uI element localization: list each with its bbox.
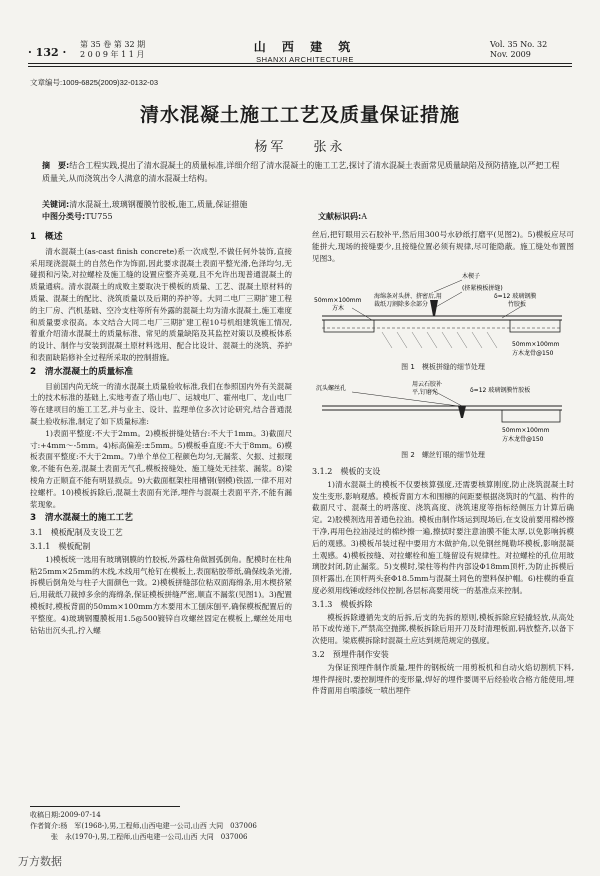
page-number: · 132 · [28,46,67,59]
figure-2-drawing [312,378,574,448]
section-2-paragraph-2: 1)表面平整度:不大于2mm。2)模板拼缝处错台:不大于1mm。3)截面尺寸:+4mm～-5mm。4)标高偏差:±5mm。5)模板垂直度:不大于8mm。6)模板表面平整度:不大于2mm。7)单个单位工程颜色均匀,无漏浆、欠振、过振现象,不能有色差,混凝土表面无气孔,模板接缝处、施工缝处无挂浆、漏浆。8)梁棱角方正顺直不能有明显损点。9)大截面框架柱用槽钢(钢模)铁固,一律不用对拉螺杆。10)模板拆除后,混凝土表面有光泽,埋件与混凝土表面平齐,不能有漏浆现象。 [30,428,292,509]
figure-1 [312,268,574,360]
fig2-label-stone-glue: 用云石胶补 [412,381,443,389]
doc-code-label: 文献标识码: [318,212,362,221]
fig2-label-timber2: 方木龙骨@150 [502,436,544,444]
watermark: 万方数据 [18,855,62,868]
section-2-paragraph-1: 目前国内尚无统一的清水混凝土质量验收标准,我们在参照国内外有关混凝土的技术标准的基础上,实地考查了塔山电厂、运城电厂、霍州电厂、龙山电厂等在建项目的施工工艺,并与业主、设计、监理单位多次讨论研究,结合普通混凝土验收标准,制定了如下质量标准: [30,381,292,426]
left-column [30,229,292,636]
fig1-label-sponge: (挤紧模板拼缝) [462,285,503,293]
fig1-label-timber-left2: 方木 [332,305,345,313]
keywords-label: 关键词: [42,200,70,209]
header-rule [28,63,572,64]
keywords [42,199,562,210]
abstract-text: 结合工程实践,提出了清水混凝土的质量标准,详细介绍了清水混凝土的施工工艺,探讨了清水混凝土表面常见质量缺陷及预防措施,以严把工程质量关,从而浇筑出令人满意的清水混凝土结构。 [42,161,560,183]
volume-en: Vol. 35 No. 32 [490,40,548,49]
section-3-2-title: 3.2 预埋件制作安装 [312,649,389,659]
fig1-label-plate2: 竹胶板 [508,301,527,309]
section-1-paragraph: 清水混凝土(as-cast finish concrete)系一次成型,不做任何外装饰,直接采用现浇混凝土的自然色作为饰面,因此要求混凝土表面平整光滑,色泽均匀,无碰损和污染,对拉螺栓及施工缝的设置应整齐美观,且不允许出现普通混凝土的质量通病。清水混凝土的成败主要取决于模板的质量、工艺、混凝土原材料的质量、混凝土的配比、浇筑质量以及后期的养护等。大同二电厂三期扩建工程的主厂房、汽机基础、空冷支柱等所有外露的混凝土均为清水混凝土,施工难度和质量要求很高。本文结合大同二电厂三期扩建工程10号机组建筑施工情况,着重介绍清水混凝土的质量标准、常见的质量缺陷及其监控对策以及模板体系的设计、制作与安装到混凝土原材料选用、配合比设计、混凝土的浇筑、养护和表面缺陷修补全过程所采取的控制措施。 [30,246,292,362]
section-2-title: 2 清水混凝土的质量标准 [30,366,133,377]
clc-text: TU755 [85,212,113,221]
figure-1-drawing [312,268,574,360]
fig2-label-timber: 50mm×100mm [502,427,550,435]
keywords-text: 清水混凝土,玻璃钢覆膜竹胶板,施工,质量,保证措施 [69,200,248,209]
header-rule-thin [28,66,572,67]
footnote [30,810,330,843]
footnote-author-2: 张 永(1970-),男,工程师,山西电建一公司,山西 大同 037006 [51,833,248,841]
doc-code [318,211,367,222]
section-3-1-1-title: 3.1.1 模板配制 [30,541,91,551]
section-3-2-paragraph: 为保证预埋件制作质量,埋件的钢板统一用剪板机和自动火焰切割机下料,埋件焊接时,要控制埋件的变形量,焊好的埋件要调平后经验收合格方能使用,埋件背面用自喷漆统一喷出埋件 [312,662,574,696]
fig1-label-note1: 海绵条对头拼、挤密后,用 [374,293,442,301]
section-3-1-title: 3.1 模板配制及支设工艺 [30,528,123,538]
section-3-1-1-paragraph: 1)模板统一选用有玻璃钢膜的竹胶板,外露柱角做圆弧倒角。配模时在柱角粘25mm×25mm的木线,木线用气枪钉在模板上,表面粘胶带纸,确保线条光滑,拆模后倒角处与柱子大面颜色一致。2)模板拼缝部位粘双面海绵条,用木楔挤紧后,用裁纸刀裁掉多余的海绵条,保证模板拼缝严密,顺直不漏浆(见图1)。3)配置模板时,模板背面的50mm×100mm方木要用木工刨床刨平,确保模板配置后的平整度。4)玻璃钢覆膜板用1.5@500镀锌自攻螺丝固定在模板上,螺丝处用电钻钻出沉头孔,拧入螺 [30,554,292,635]
fig1-label-timber-right2: 方木龙骨@150 [512,350,554,358]
fig2-label-stone-glue2: 平,钉磨光 [412,389,438,397]
figure-2 [312,378,574,448]
date-en: Nov. 2009 [490,50,531,59]
fig1-label-note2: 裁纸刀割除多余部分 [374,301,429,309]
abstract-label: 摘 要: [42,161,70,170]
fig2-label-countersink: 沉头螺丝孔 [316,385,347,393]
fig1-label-wedge: 木楔子 [462,273,481,281]
figure-2-caption: 图 2 螺丝钉眼的细节处理 [401,451,485,460]
fig1-label-timber-left: 50mm×100mm [314,297,362,305]
fig2-label-plate: δ=12 玻璃钢膜竹胶板 [470,387,531,395]
volume-cn: 第 35 卷 第 32 期 [80,40,146,49]
footnote-author-1: 作者简介:杨 军(1968-),男,工程师,山西电建一公司,山西 大同 037006 [30,822,257,830]
authors: 杨军 张永 [254,140,346,155]
section-1-title: 1 概述 [30,232,63,242]
doc-code-text: A [361,212,367,221]
clc-number [42,211,113,222]
right-column [312,229,574,697]
fig1-label-timber-right: 50mm×100mm [512,341,560,349]
figure-1-caption: 图 1 模板拼缝的细节处理 [401,363,485,372]
fig1-label-plate: δ=12 玻璃钢膜 [494,293,537,301]
section-3-1-3-paragraph: 模板拆除遵循先支的后拆,后支的先拆的原则,模板拆除应轻撬轻放,从高处吊下或传递下,严禁高空抛掷,模板拆除后用开刀及时清理板面,码放整齐,以备下次使用。梁底模拆除时混凝土应达到规范规定的强度。 [312,612,574,646]
footnote-received: 收稿日期:2009-07-14 [30,811,101,819]
footnote-rule [30,806,180,807]
clc-label: 中图分类号: [42,212,86,221]
journal-name [230,38,380,64]
date-cn: 2 0 0 9 年 1 1 月 [80,50,145,59]
section-3-1-2-paragraph: 1)清水混凝土的模板不仅要核算强度,还需要核算刚度,防止浇筑混凝土时发生变形,影响观感。模板背面方木和围檩的间距要根据浇筑时的气温、构件的截面尺寸、混凝土的坍落度、浇筑高度、浇筑速度等指标经侧压力计算后确定。2)胶模剂选用普通色拉油。模板由制作场运到现场后,在支设前要用棉纱擦干净,再用色拉油浸过的棉纱擦一遍,擦拭时要注意油膜不能太厚,以免影响拆模后的观感。3)模板吊装过程中要用方木做护角,以免钢丝绳勒坏模板,影响混凝土观感。4)模板按缝、对拉螺栓和施工缝留设有规律性。对拉螺栓的孔位用玻璃胶封闭,防止漏浆。5)支模时,梁柱等构件内部设Φ18mm顶杆,为防止拆模后顶杆露出,在顶杆两头套Φ18.5mm与混凝土同色的塑料保护帽。6)柱模的垂直度必须用线锤或经纬仪控制,各层标高要用统一的基准点来控制。 [312,479,574,595]
paper-title: 清水混凝土施工工艺及质量保证措施 [139,104,460,126]
section-3-1-2-title: 3.1.2 模板的支设 [312,466,381,476]
header-volume-en [490,40,547,60]
journal-en: SHANXI ARCHITECTURE [256,55,354,64]
section-3-title: 3 清水混凝土的施工工艺 [30,513,133,524]
header-volume-cn [80,40,145,60]
journal-cn: 山 西 建 筑 [253,40,357,54]
abstract [42,160,562,185]
right-top-paragraph: 丝后,把钉眼用云石胶补平,然后用300号水砂纸打磨平(见图2)。5)模板应尽可能拼大,现场的接缝要少,且接缝位置必须有规律,尽可能隐蔽。施工缝处布置图见图3。 [312,230,574,263]
doc-number: 文章编号:1009-6825(2009)32-0132-03 [30,78,158,87]
section-3-1-3-title: 3.1.3 模板拆除 [312,599,373,609]
